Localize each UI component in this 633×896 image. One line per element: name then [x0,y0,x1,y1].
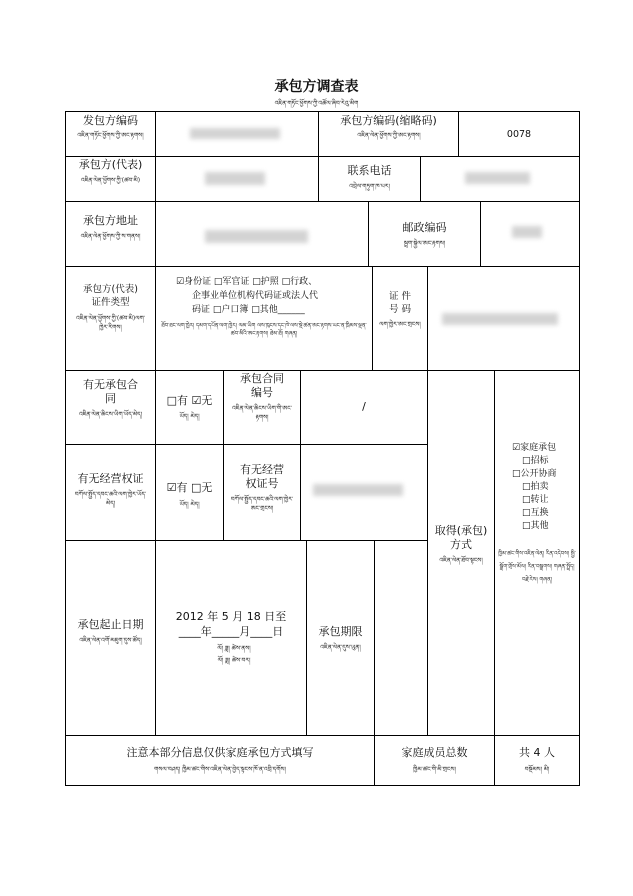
col-divider [155,201,156,266]
period-label-tibetan: འཇིན་ལེན་འགོ་མཇུག་དུས་ཚོད། [79,637,142,644]
method-option-negotiation: □公开协商 [512,469,557,479]
period-start-date: 2012 年 5 月 18 日至 [175,610,287,623]
period-start-date-tibetan: ལོ། ཟླ། ཚེས་ནས། [217,645,251,652]
method-option-other: □其他 [522,521,549,531]
postcode-label: 邮政编码 [402,221,447,234]
col-divider [155,266,156,370]
col-divider [155,111,156,156]
family-members-value: 共 4 人 [519,746,555,759]
method-label-tibetan: འཇིན་ལེན་ཐོབ་སྟངས། [439,557,483,564]
license-number-label-line2: 权证号 [245,477,279,490]
period-end-date-tibetan: ལོ། ཟླ། ཚེས་བར། [217,657,251,664]
contractor-code-label-tibetan: འཇིན་ལེན་ཕྱོགས་ཀྱི་ཨང་རྟགས། [357,132,421,139]
id-type-options-tibetan: ཐོབ་ཐང་ལག་ཁྱེར། དམག་དཔོན་ལག་ཁྱེར། ལམ་ཡིག ལས་ཁུངས་དང་ཁེ་ལས་སྡེ་ཚན་ཨང་རྟགས་ཡང་ན་ཁྲིམས་ལྡན་ཚབ་མིའི་ཨང་རྟགས། ཐེམ་ཐོ། གཞན། [161,323,367,337]
address-label-tibetan: འཇིན་ལེན་ཕྱོགས་ཀྱི་ས་གནས། [80,233,141,240]
cert-number-label-tibetan: ལག་ཁྱེར་ཨང་གྲངས། [379,321,421,328]
row-divider [65,540,427,541]
id-type-label-line1: 承包方(代表) [83,284,138,295]
issuer-code-label-tibetan: འཇིན་གཏོང་ཕྱོགས་ཀྱི་ཨང་རྟགས། [77,132,144,139]
method-label-line2: 方式 [450,538,472,551]
family-members-value-tibetan: བསྡོམས། མི། [524,766,550,773]
col-divider [372,266,373,370]
table-border-top [65,111,580,112]
family-members-label: 家庭成员总数 [401,746,468,759]
id-type-label-line2: 证件类型 [91,297,130,308]
period-label: 承包起止日期 [77,618,144,631]
col-divider [155,156,156,201]
contractor-code-value: 0078 [506,129,532,140]
contract-number-value: / [362,400,366,413]
address-value-redacted [205,230,308,243]
id-type-label-tibetan: འཇིན་ལེན་ཕྱོགས་ཀྱི་(ཚབ་མི)ལག་ཁྱེར་རིགས། [76,315,145,331]
term-label-tibetan: འཇིན་ལེན་དུས་ཡུན། [320,644,361,651]
period-end-date: ____年_____月____日 [178,625,284,638]
has-contract-options-tibetan: ཡོད། མེད། [179,413,200,420]
term-label: 承包期限 [318,625,363,638]
row-divider [65,735,580,736]
cert-number-label-line1: 证 件 [388,291,412,302]
phone-label-tibetan: འབྲེལ་གཏུག་ཁ་པར། [349,183,390,190]
col-divider [300,370,301,540]
family-members-label-tibetan: ཁྱིམ་ཚང་གི་མི་གྲངས། [413,766,456,773]
row-divider [65,444,427,445]
cert-number-label-line2: 号 码 [388,304,412,315]
method-option-auction: □拍卖 [522,482,549,492]
contractor-rep-value-redacted [205,172,265,185]
contract-number-label-tibetan: འཇིན་ལེན་ཆིངས་ཡིག་གི་ཨང་རྟགས། [232,405,292,421]
page-title: 承包方调查表 [274,79,359,95]
has-license-options: ☑有 □无 [166,481,213,494]
col-divider [420,156,421,201]
method-option-transfer: □转让 [522,495,549,505]
row-divider [65,370,580,371]
license-number-label-line1: 有无经营 [240,463,284,476]
license-number-value-redacted [313,484,403,496]
id-type-options-line1: ☑身份证 □军官证 □护照 □行政、 [176,277,318,287]
footer-note-tibetan: གསལ་བཤད། ཁྱིམ་ཚང་གིས་འཇིན་ལེན་བྱེད་སྟངས་ཁོ་ན་འབྲི་དགོས། [154,766,286,773]
page-subtitle: འཇིན་གཏོང་ཕྱོགས་ཀྱི་འཚོལ་ཞིབ་རེའུ་མིག [274,100,359,107]
method-option-family: ☑家庭承包 [512,443,557,453]
phone-label: 联系电话 [347,164,392,177]
license-number-label-tibetan: བཀོལ་སྤྱོད་དབང་ཆའི་ལག་ཁྱེར་ཨང་གྲངས། [230,496,294,512]
table-border-bottom [65,785,580,786]
col-divider [480,201,481,266]
has-contract-label-line2: 同 [105,392,116,405]
row-divider [65,201,580,202]
table-border-left [65,111,66,786]
contractor-code-label: 承包方编码(缩略码) [340,114,437,127]
has-contract-label-line1: 有无承包合 [83,378,138,391]
address-label: 承包方地址 [83,214,138,227]
issuer-code-label: 发包方编码 [83,114,138,127]
col-divider [318,156,319,201]
col-divider [427,266,428,370]
row-divider [65,156,580,157]
col-divider [155,540,156,735]
method-label-line1: 取得(承包) [434,524,488,537]
cert-number-value-redacted [442,313,558,325]
phone-value-redacted [465,172,530,184]
col-divider [494,370,495,785]
has-license-options-tibetan: ཡོད། མེད། [179,501,200,508]
col-divider [427,370,428,735]
id-type-options-line2: 企事业单位机构代码证或法人代 [192,291,319,301]
has-license-label-tibetan: བཀོལ་སྤྱོད་དབང་ཆའི་ལག་ཁྱེར་ཡོད་མེད། [74,491,147,507]
id-type-options-line3: 码证 □户口簿 □其他______ [192,305,305,315]
method-options-tibetan: ཁྱིམ་ཚང་གིས་འཇིན་ལེན། རིན་འདེབས། སྤྱི་སྒྲོག་གྲོས་མོལ། རིན་བསྒྲགས། གཞན་སྤྲོད། བརྗེ་རེས། གཞན། [498,551,576,583]
row-divider [65,266,580,267]
method-option-bidding: □招标 [522,456,549,466]
postcode-label-tibetan: སྦྲག་སྐྱེལ་ཨང་རྟགས། [403,240,446,247]
footer-note: 注意本部分信息仅供家庭承包方式填写 [126,746,314,759]
has-license-label: 有无经营权证 [77,472,144,485]
table-border-right [579,111,580,786]
contract-number-label-line1: 承包合同 [240,372,284,385]
contractor-rep-label-tibetan: འཇིན་ལེན་ཕྱོགས་ཀྱི་(ཚབ་མི) [80,177,141,184]
method-option-exchange: □互换 [522,508,549,518]
has-contract-options: □有 ☑无 [166,394,213,407]
contract-number-label-line2: 编号 [251,386,273,399]
postcode-value-redacted [512,226,542,238]
contractor-rep-label: 承包方(代表) [78,158,143,171]
has-contract-label-tibetan: འཇིན་ལེན་ཆིངས་ཡིག་ཡོད་མེད། [78,411,142,418]
issuer-code-value-redacted [190,128,280,139]
